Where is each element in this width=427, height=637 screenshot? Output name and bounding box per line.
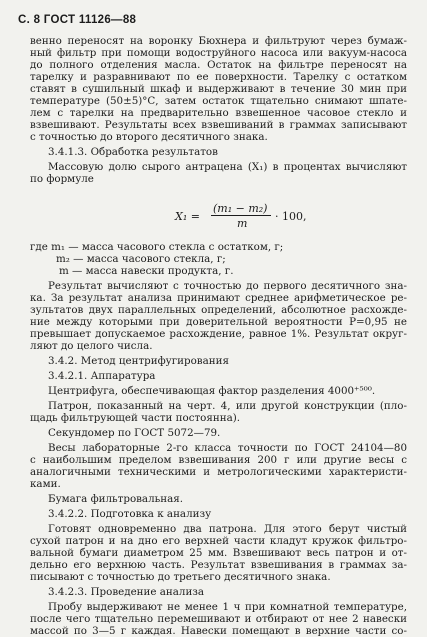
formula-tail: · 100, [275, 210, 307, 223]
text-line: 3.4.2.3. Проведение анализа [48, 586, 205, 598]
formula-denominator: m [237, 217, 248, 230]
text-line: Патрон, показанный на черт. 4, или другой конструкции (пло- [48, 400, 407, 412]
formula-numerator: (m₁ − m₂) [213, 202, 268, 215]
text-line: писывают с точностью до третьего десятичного знака. [30, 571, 331, 583]
text-line: после чего тщательно перемешивают и отбирают от нее 2 навески [30, 613, 407, 625]
text-line: Результат вычисляют с точностью до первого десятичного зна- [48, 280, 407, 292]
text-line: 3.4.2. Метод центрифугирования [48, 355, 229, 367]
text-line: с точностью до второго десятичного знака. [30, 131, 268, 143]
fraction-bar [211, 215, 271, 216]
text-line: взвешивают. Результаты всех взвешиваний в граммах записывают [30, 119, 407, 131]
text-line: по формуле [30, 173, 94, 185]
text-line: m₂ — масса часового стекла, г; [56, 253, 226, 265]
text-line: Центрифуга, обеспечивающая фактор разделения 4000⁺⁵⁰⁰. [48, 385, 376, 397]
formula-lhs: X₁ = [175, 210, 200, 223]
text-line: 3.4.2.2. Подготовка к анализу [48, 508, 212, 520]
text-line: где m₁ — масса часового стекла с остатком, г; [30, 241, 284, 253]
text-line: ние между которыми при доверительной вероятности P=0,95 не [30, 316, 407, 328]
text-line: температуре (50±5)°С, затем остаток тщательно снимают шпате- [30, 95, 407, 107]
text-line: ставят в сушильный шкаф и выдерживают в течение 30 мин при [30, 83, 407, 95]
text-line: щадь фильтрующей части постоянна). [30, 412, 241, 424]
text-line: сухой патрон и на дно его верхней части кладут кружок фильтро- [30, 535, 407, 547]
text-line: лем с тарелки на предварительно взвешенное часовое стекло и [30, 107, 407, 119]
text-line: превышает допускаемое расхождение, равное 1%. Результат округ- [30, 328, 407, 340]
text-line: 3.4.1.3. Обработка результатов [48, 146, 218, 158]
formula [175, 202, 345, 232]
text-line: ка. За результат анализа принимают среднее арифметическое ре- [30, 292, 407, 304]
page-header: С. 8 ГОСТ 11126—88 [18, 14, 137, 26]
text-line: m — масса навески продукта, г. [59, 265, 234, 277]
text-line: зультатов двух параллельных определений, абсолютное расхожде- [30, 304, 407, 316]
text-line: Весы лабораторные 2-го класса точности по ГОСТ 24104—80 [48, 442, 407, 454]
text-line: ляют до целого числа. [30, 340, 153, 352]
text-line: Пробу выдерживают не менее 1 ч при комнатной температуре, [48, 601, 407, 613]
text-line: дельно его верхнюю часть. Результат взвешивания в граммах за- [30, 559, 407, 571]
text-line: массой по 3—5 г каждая. Навески помещают в верхние части со- [30, 625, 407, 637]
text-line: Секундомер по ГОСТ 5072—79. [48, 427, 221, 439]
text-line: 3.4.2.1. Аппаратура [48, 370, 156, 382]
text-line: вальной бумаги диаметром 25 мм. Взвешивают весь патрон и от- [30, 547, 407, 559]
text-line: тарелку и разравнивают по ее поверхности. Тарелку с остатком [30, 71, 407, 83]
text-line: аналогичными техническими и метрологическими характеристи- [30, 466, 407, 478]
text-line: ками. [30, 478, 61, 490]
text-line: Готовят одновременно два патрона. Для этого берут чистый [48, 523, 407, 535]
text-line: Массовую долю сырого антрацена (X₁) в процентах вычисляют [48, 161, 407, 173]
text-line: до полного отделения масла. Остаток на фильтре переносят на [30, 59, 407, 71]
text-line: ный фильтр при помощи водоструйного насоса или вакуум-насоса [30, 47, 407, 59]
text-line: Бумага фильтровальная. [48, 493, 183, 505]
text-line: с наибольшим пределом взвешивания 200 г или другие весы с [30, 454, 407, 466]
text-line: венно переносят на воронку Бюхнера и фильтруют через бумаж- [30, 35, 407, 47]
